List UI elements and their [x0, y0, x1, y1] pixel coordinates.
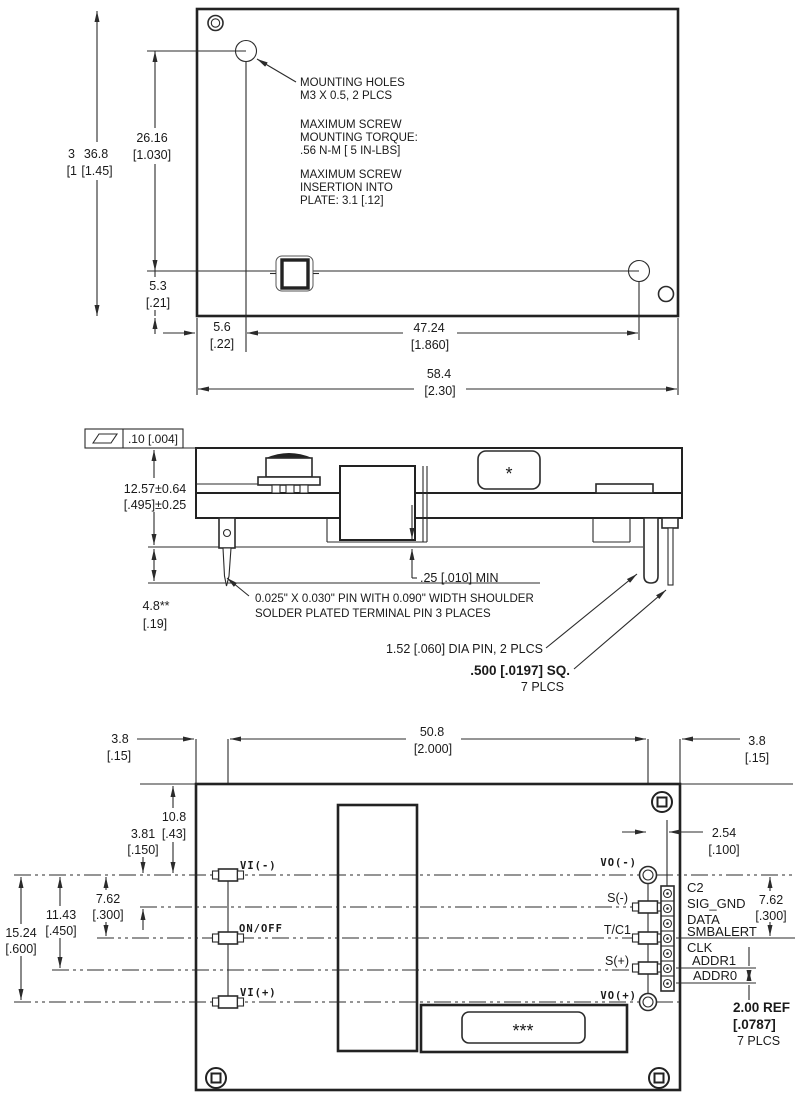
output-pin-symbol — [633, 901, 664, 913]
dim-rows14-mm: 11.43 — [45, 908, 77, 922]
dim-hole-bottom-in: [.21] — [145, 296, 171, 310]
flatness-control-frame — [85, 429, 183, 448]
dim-header-pitch-in: [.0787] — [733, 1017, 776, 1032]
output-pin-vo-minus — [640, 867, 657, 884]
dim-module-height-mm: 12.57±0.64 — [123, 482, 187, 496]
bottom-view-center-component — [338, 805, 417, 1051]
board-window-feature — [270, 256, 319, 291]
callout-terminal-pin-line1: 0.025" X 0.030" PIN WITH 0.090" WIDTH SHOULDER — [255, 593, 534, 605]
callout-terminal-pin-line2: SOLDER PLATED TERMINAL PIN 3 PLACES — [255, 608, 491, 620]
dim-pin-inset-right-in: [.15] — [744, 751, 770, 765]
note-screw-torque — [300, 119, 418, 157]
dim-hole-span-h-in: [1.860] — [410, 338, 450, 352]
dim-rows15-in: [.600] — [5, 942, 37, 956]
dim-board-width-mm: 58.4 — [426, 367, 452, 381]
input-pin-symbol — [213, 996, 244, 1008]
bottom-view — [3, 723, 795, 1090]
header-label-addr1: ADDR1 — [692, 953, 737, 968]
note-line: M3 X 0.5, 2 PLCS — [300, 90, 393, 102]
dim-pin-protrusion-mm: 4.8** — [142, 599, 170, 613]
note-mounting-holes — [300, 77, 405, 102]
pin-label-vi-minus: VI(-) — [240, 860, 277, 872]
note-line: MOUNTING TORQUE: — [300, 132, 418, 144]
callout-dia-pin: 1.52 [.060] DIA PIN, 2 PLCS — [385, 642, 543, 656]
top-view-board-outline — [197, 9, 678, 316]
note-line: .56 N-M [ 5 IN-LBS] — [300, 145, 401, 157]
note-line: PLATE: 3.1 [.12] — [300, 195, 384, 207]
dim-rows14-in: [.450] — [45, 924, 77, 938]
note-line: MAXIMUM SCREW — [300, 169, 402, 181]
dim-hole-bottom-mm: 5.3 — [149, 279, 167, 293]
header-label-clk: CLK — [687, 940, 713, 955]
callout-square-pin: .500 [.0197] SQ. — [470, 663, 570, 678]
dim-header-offset-mm: 2.54 — [711, 826, 737, 840]
dim-ghost-fragment-in: [1 — [66, 164, 77, 178]
dim-hole-left-in: [.22] — [209, 337, 235, 351]
fiducial-bottom-right — [649, 1068, 669, 1088]
side-view-pad — [596, 484, 653, 493]
pin-label-t-c1: T/C1 — [603, 923, 631, 937]
smbus-header-strip — [661, 886, 674, 991]
dim-header-pitch-mm: 2.00 REF — [733, 1000, 791, 1015]
pin-label-s-plus: S(+) — [605, 954, 629, 968]
dim-ghost-fragment-mm: 3 — [68, 147, 75, 161]
dim-header-pitch-qty: 7 PLCS — [737, 1034, 781, 1048]
pin-label-vi-plus: VI(+) — [240, 987, 277, 999]
fiducial-top-right — [652, 792, 672, 812]
output-pin-vo-plus — [640, 994, 657, 1011]
dia-pin — [644, 518, 658, 583]
dim-board-height-in: [1.45] — [81, 164, 113, 178]
dim-row-pitch-mm: 3.81 — [130, 827, 156, 841]
dim-pin-inset-left-in: [.15] — [106, 749, 132, 763]
header-label-c2: C2 — [687, 880, 704, 895]
output-pin-symbol — [633, 962, 664, 974]
pin-label-vo-minus: VO(-) — [600, 857, 637, 869]
top-view — [67, 9, 678, 398]
flatness-symbol-icon — [93, 434, 117, 443]
dim-row1-offset-in: [.43] — [161, 827, 187, 841]
dim-row1-offset-mm: 10.8 — [161, 810, 187, 824]
dim-rows13-mm: 7.62 — [95, 892, 121, 906]
note-line: INSERTION INTO — [300, 182, 393, 194]
dim-pin-protrusion-in: [.19] — [142, 617, 168, 631]
header-label-smbalert: SMBALERT — [687, 924, 757, 939]
dim-header-span-in: [.300] — [755, 909, 787, 923]
output-pin-symbol — [633, 932, 664, 944]
label-marker-asterisk: * — [505, 464, 513, 484]
terminal-pin-left — [219, 518, 235, 586]
dim-standoff-min: .25 [.010] MIN — [420, 571, 499, 585]
header-label-addr0: ADDR0 — [693, 968, 738, 983]
pin-label-vo-plus: VO(+) — [600, 990, 637, 1002]
note-line: MAXIMUM SCREW — [300, 119, 402, 131]
pin-label-s-minus: S(-) — [607, 891, 628, 905]
note-line: MOUNTING HOLES — [300, 77, 405, 89]
dim-hole-span-h-mm: 47.24 — [413, 321, 445, 335]
dim-rows13-in: [.300] — [92, 908, 124, 922]
dim-hole-left-mm: 5.6 — [213, 320, 231, 334]
dim-pin-span-in: [2.000] — [413, 742, 453, 756]
dim-board-width-in: [2.30] — [424, 384, 456, 398]
input-pin-symbol — [213, 869, 244, 881]
dim-rows15-mm: 15.24 — [5, 926, 37, 940]
flatness-value: .10 [.004] — [127, 432, 179, 446]
dim-pin-inset-left-mm: 3.8 — [111, 732, 129, 746]
side-view-plate — [196, 493, 682, 518]
dim-header-offset-in: [.100] — [708, 843, 740, 857]
square-pin — [662, 518, 678, 585]
dim-hole-span-v-in: [1.030] — [132, 148, 172, 162]
dim-hole-span-v-mm: 26.16 — [136, 131, 168, 145]
dim-row-pitch-in: [.150] — [127, 843, 159, 857]
header-label-data: DATA — [687, 912, 720, 927]
pin-label-on-off: ON/OFF — [239, 923, 283, 935]
label-marker-asterisks: *** — [512, 1021, 534, 1041]
dim-module-height-in: [.495]±0.25 — [123, 498, 187, 512]
dim-pin-span-mm: 50.8 — [419, 725, 445, 739]
callout-square-pin-qty: 7 PLCS — [520, 680, 564, 694]
dim-pin-inset-right-mm: 3.8 — [748, 734, 766, 748]
fiducial-bottom-left — [206, 1068, 226, 1088]
dim-header-span-mm: 7.62 — [758, 893, 784, 907]
dim-board-height-mm: 36.8 — [83, 147, 109, 161]
side-view-through-component — [340, 466, 415, 540]
side-view — [85, 429, 682, 694]
header-label-sig-gnd: SIG_GND — [687, 896, 746, 911]
bottom-view-label-box — [421, 1005, 627, 1052]
